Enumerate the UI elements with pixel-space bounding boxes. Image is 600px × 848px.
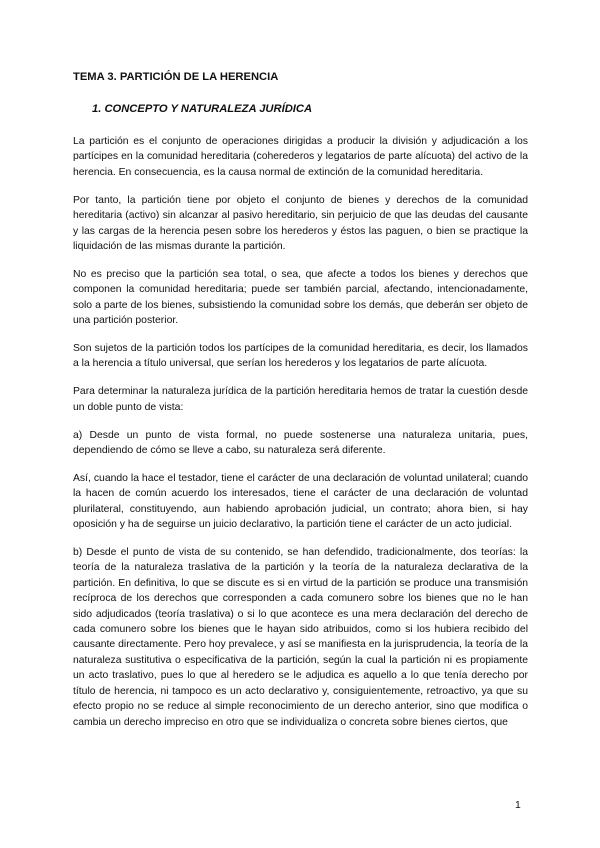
paragraph-object: Por tanto, la partición tiene por objeto el conjunto de bienes y derechos de la comunidad hereditaria (activo) sin alcanzar al pasivo hereditario, sin perjuicio de que las deudas del causante y las cargas de la herencia pesen sobre los herederos y éstos las paguen, o bien se practique la liquidación de las mismas durante la partición. xyxy=(73,194,528,252)
document-body xyxy=(73,70,528,742)
paragraph-content-view: b) Desde el punto de vista de su contenido, se han defendido, tradicionalmente, dos teorías: la teoría de la naturaleza traslativa de la partición y la teoría de la naturaleza declarativa de la partición. En definitiva, lo que se discute es si en virtud de la partición se produce una transmisión recíproca de los derechos que corresponden a cada comunero sobre los bienes que no le han sido adjudicados (teoría traslativa) o si lo que acontece es una mera declaración del derecho de cada comunero sobre los bienes que le hayan sido atribuidos, como si los hubiera recibido del causante directamente. Pero hoy prevalece, y así se manifiesta en la jurisprudencia, la teoría de la naturaleza sustitutiva o especificativa de la partición, según la cual la partición ni es propiamente un acto traslativo, pues lo que al heredero se le adjudica es aquello a lo que tenía derecho por título de herencia, ni tampoco es un acto declarativo y, consiguientemente, retroactivo, ya que su efecto propio no se reduce al simple reconocimiento de un derecho anterior, sino que modifica o cambia un derecho impreciso en otro que se individualiza o concreta sobre bienes ciertos, que xyxy=(73,547,528,728)
paragraph-definition: La partición es el conjunto de operaciones dirigidas a producir la división y adjudicación a los partícipes en la comunidad hereditaria (coherederos y legatarios de parte alícuota) del activo de la herencia. En consecuencia, es la causa normal de extinción de la comunidad hereditaria. xyxy=(73,136,528,178)
paragraph-testator: Así, cuando la hace el testador, tiene el carácter de una declaración de voluntad unilateral; cuando la hacen de común acuerdo los interesados, tiene el carácter de una declaración de voluntad plurilateral, constituyendo, aun habiendo aprobación judicial, un contrato; ahora bien, si hay oposición y ha de seguirse un juicio declarativo, la partición tiene el carácter de un acto judicial. xyxy=(73,472,528,531)
paragraph-formal-view: a) Desde un punto de vista formal, no puede sostenerse una naturaleza unitaria, pues, dependiendo de cómo se lleve a cabo, su naturaleza será diferente. xyxy=(73,429,528,456)
page-number: 1 xyxy=(515,800,521,811)
chapter-title: TEMA 3. PARTICIÓN DE LA HERENCIA xyxy=(73,71,279,83)
paragraph-subjects: Son sujetos de la partición todos los partícipes de la comunidad hereditaria, es decir, los llamados a la herencia a título universal, que serían los herederos y los legatarios de parte alícuota. xyxy=(73,342,528,370)
paragraph-partial: No es preciso que la partición sea total, o sea, que afecte a todos los bienes y derechos que componen la comunidad hereditaria; puede ser también parcial, afectando, intencionadamente, solo a parte de los bienes, subsistiendo la comunidad sobre los demás, que deberán ser objeto de una partición posterior. xyxy=(73,268,528,327)
paragraph-legal-nature: Para determinar la naturaleza jurídica de la partición hereditaria hemos de tratar la cuestión desde un doble punto de vista: xyxy=(73,386,528,413)
section-heading: 1. CONCEPTO Y NATURALEZA JURÍDICA xyxy=(92,103,313,115)
